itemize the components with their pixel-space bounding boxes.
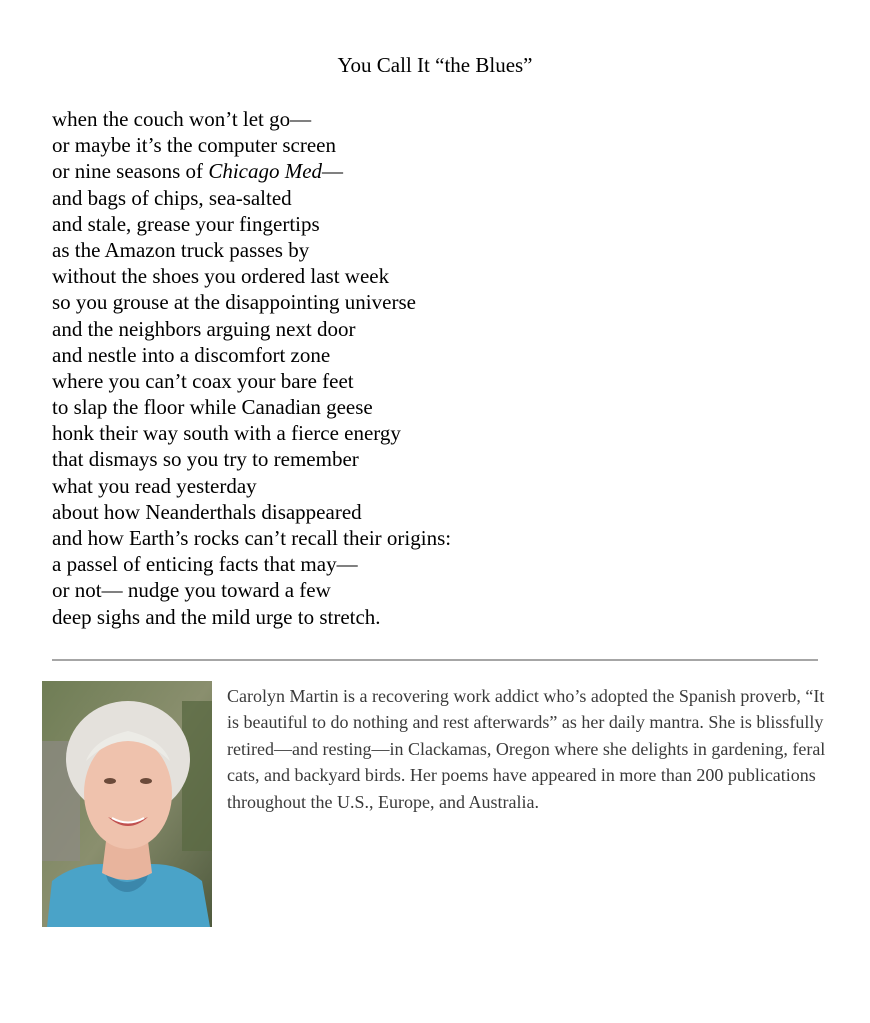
poem-line: a passel of enticing facts that may— (52, 552, 358, 577)
poem-line: to slap the floor while Canadian geese (52, 395, 373, 420)
poem-line: where you can’t coax your bare feet (52, 368, 354, 393)
poem-line: and nestle into a discomfort zone (52, 342, 331, 367)
poem-line: and stale, grease your fingertips (52, 211, 320, 236)
poem-body (52, 106, 451, 630)
poem-line: when the couch won’t let go— (52, 107, 312, 131)
poem-title: You Call It “the Blues” (337, 53, 533, 77)
poem-line: without the shoes you ordered last week (52, 264, 390, 289)
poem-line: and bags of chips, sea-salted (52, 185, 292, 210)
poem-line: or nine seasons of Chicago Med— (52, 159, 344, 184)
poem-line: and how Earth’s rocks can’t recall their origins: (52, 526, 452, 550)
poem-line: as the Amazon truck passes by (52, 237, 310, 262)
poem-line: what you read yesterday (52, 473, 257, 498)
poem-line: honk their way south with a fierce energy (52, 421, 401, 446)
poem-line: about how Neanderthals disappeared (52, 499, 362, 524)
author-portrait-icon (42, 681, 212, 927)
italic-title: Chicago Med (208, 159, 323, 184)
poem-line: deep sighs and the mild urge to stretch. (52, 604, 381, 629)
author-photo (42, 681, 212, 927)
poem-line: so you grouse at the disappointing universe (52, 290, 416, 315)
poem-line: or maybe it’s the computer screen (52, 133, 336, 158)
author-bio: Carolyn Martin is a recovering work addict who’s adopted the Spanish proverb, “It is beautiful to do nothing and rest afterwards” as her daily mantra. She is blissfully retired—and resting—in Clackamas, Oregon where she delights in gardening, feral cats, and backyard birds. Her poems have appeared in more than 200 publications throughout the U.S., Europe, and Australia. (227, 686, 826, 812)
poem-line: that dismays so you try to remember (52, 447, 359, 472)
poem-line: and the neighbors arguing next door (52, 316, 356, 341)
poem-line: or not— nudge you toward a few (52, 578, 331, 603)
section-divider (52, 659, 818, 661)
